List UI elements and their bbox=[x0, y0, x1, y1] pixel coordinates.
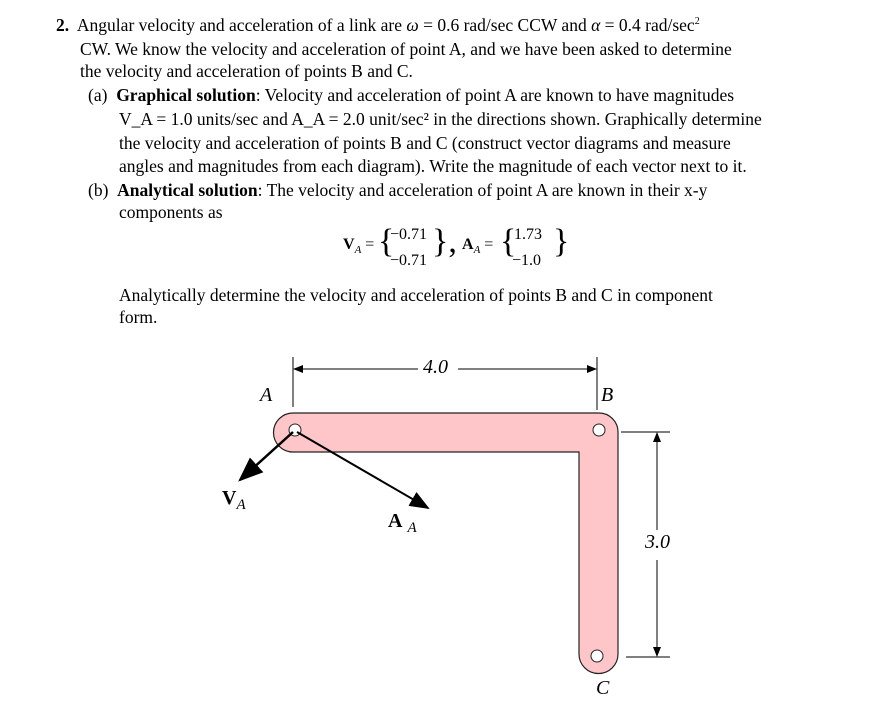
aa-x: 1.73 bbox=[514, 226, 542, 243]
va-brace-close: }, bbox=[432, 223, 457, 260]
pin-b bbox=[593, 424, 605, 436]
problem-line-3: the velocity and acceleration of points B and C. bbox=[80, 61, 413, 81]
part-b-line-2: components as bbox=[119, 202, 223, 222]
part-b-line-3: Analytically determine the velocity and acceleration of points B and C in component bbox=[119, 285, 713, 305]
aa-brace: { bbox=[500, 223, 517, 260]
aa-brace-close: } bbox=[553, 223, 570, 260]
va-vector-label: $V_A$ = bbox=[343, 236, 375, 256]
velocity-arrow bbox=[240, 432, 293, 480]
problem-line-1: 2. Angular velocity and acceleration of a link are ω = 0.6 rad/sec CCW and α = 0.4 rad/$\sec^2$ bbox=[56, 15, 700, 35]
part-a-line-4: angles and magnitudes from each diagram). Write the magnitude of each vector next to it. bbox=[119, 156, 747, 176]
part-a-line-2: V_A = 1.0 units/sec and A_A = 2.0 unit/sec² in the directions shown. Graphically determine bbox=[119, 109, 762, 129]
pin-c bbox=[591, 650, 603, 662]
aa-vector-label: $A_A$ = bbox=[462, 236, 494, 256]
part-a-line-1: (a) Graphical solution: Velocity and acceleration of point A are known to have magnitudes bbox=[88, 85, 735, 105]
l-shaped-link bbox=[274, 413, 619, 674]
aa-y: −1.0 bbox=[512, 252, 542, 269]
va-y: −0.71 bbox=[390, 252, 428, 269]
point-a-label: A bbox=[260, 384, 273, 406]
va-brace: { bbox=[378, 223, 395, 260]
height-dimension: 3.0 bbox=[645, 531, 670, 553]
part-b-line-4: form. bbox=[119, 307, 158, 327]
velocity-label: $V_A$ bbox=[222, 487, 246, 513]
point-c-label: C bbox=[596, 677, 610, 699]
acceleration-label: A $_A$ bbox=[388, 510, 417, 536]
part-a-line-3: the velocity and acceleration of points B and C (construct vector diagrams and measure bbox=[119, 133, 731, 153]
part-b-line-1: (b) Analytical solution: The velocity and acceleration of point A are known in their x-y bbox=[88, 180, 708, 200]
point-b-label: B bbox=[601, 384, 614, 406]
problem-line-2: CW. We know the velocity and acceleration of point A, and we have been asked to determine bbox=[80, 39, 732, 59]
va-x: −0.71 bbox=[390, 226, 428, 243]
width-dimension: 4.0 bbox=[423, 356, 448, 378]
